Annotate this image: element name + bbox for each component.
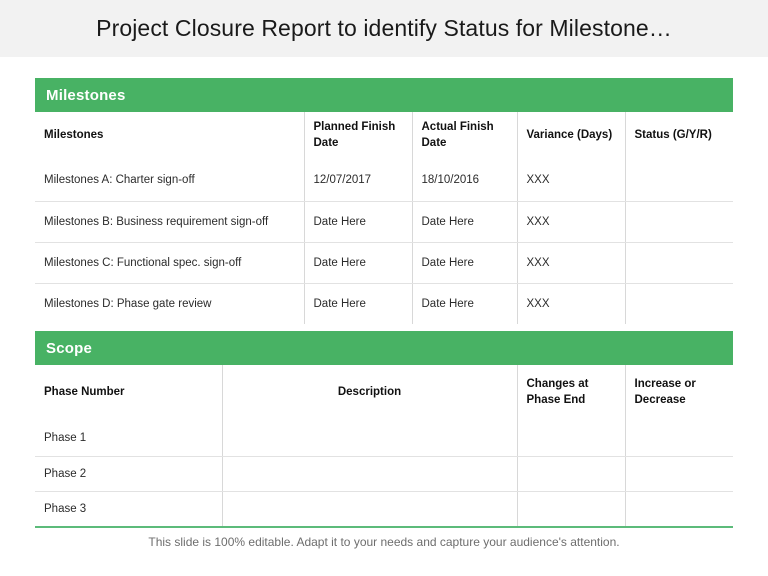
cell-variance-days: XXX: [517, 201, 625, 242]
table-row: [35, 283, 733, 324]
cell-increase-or-decrease: [625, 421, 733, 456]
cell-description: [222, 491, 517, 526]
section-header-milestones-label: Milestones: [46, 86, 126, 104]
cell-increase-or-decrease: [625, 456, 733, 491]
column-header-changes-at-phase-end: Changes at Phase End: [517, 365, 625, 421]
column-header-increase-or-decrease: Increase or Decrease: [625, 365, 733, 421]
section-header-scope-label: Scope: [46, 339, 93, 357]
cell-changes-at-phase-end: [517, 491, 625, 526]
cell-increase-or-decrease: [625, 491, 733, 526]
cell-milestone-name: Milestones B: Business requirement sign-off: [35, 201, 304, 242]
cell-status: [625, 283, 733, 324]
cell-phase-number: Phase 3: [35, 491, 222, 526]
cell-planned-finish-date: Date Here: [304, 242, 412, 283]
scope-header-row: [35, 365, 733, 421]
table-row: [35, 456, 733, 491]
column-header-variance-days: Variance (Days): [517, 112, 625, 160]
column-header-actual-finish-date: Actual Finish Date: [412, 112, 517, 160]
column-header-phase-number: Phase Number: [35, 365, 222, 421]
cell-variance-days: XXX: [517, 242, 625, 283]
scope-table-body: [35, 421, 733, 526]
table-row: [35, 201, 733, 242]
milestones-table-head: [35, 112, 733, 160]
cell-milestone-name: Milestones A: Charter sign-off: [35, 160, 304, 201]
section-header-milestones: [35, 78, 733, 112]
cell-status: [625, 201, 733, 242]
column-header-planned-finish-date: Planned Finish Date: [304, 112, 412, 160]
cell-milestone-name: Milestones D: Phase gate review: [35, 283, 304, 324]
footer: [0, 533, 768, 551]
cell-variance-days: XXX: [517, 283, 625, 324]
cell-phase-number: Phase 2: [35, 456, 222, 491]
footer-note: This slide is 100% editable. Adapt it to your needs and capture your audience's attention.: [148, 535, 620, 549]
cell-changes-at-phase-end: [517, 421, 625, 456]
table-row: [35, 491, 733, 526]
scope-table: [35, 365, 733, 526]
cell-status: [625, 160, 733, 201]
cell-planned-finish-date: 12/07/2017: [304, 160, 412, 201]
milestones-header-row: [35, 112, 733, 160]
cell-milestone-name: Milestones C: Functional spec. sign-off: [35, 242, 304, 283]
column-header-description: Description: [222, 365, 517, 421]
column-header-status: Status (G/Y/R): [625, 112, 733, 160]
scope-table-head: [35, 365, 733, 421]
cell-description: [222, 421, 517, 456]
cell-changes-at-phase-end: [517, 456, 625, 491]
column-header-milestones: Milestones: [35, 112, 304, 160]
milestones-table: [35, 112, 733, 324]
section-header-scope: [35, 331, 733, 365]
page-title: Project Closure Report to identify Status for Milestone…: [96, 15, 672, 41]
cell-actual-finish-date: Date Here: [412, 242, 517, 283]
cell-variance-days: XXX: [517, 160, 625, 201]
table-row: [35, 160, 733, 201]
milestones-table-body: [35, 160, 733, 324]
cell-planned-finish-date: Date Here: [304, 283, 412, 324]
cell-planned-finish-date: Date Here: [304, 201, 412, 242]
table-row: [35, 421, 733, 456]
cell-description: [222, 456, 517, 491]
cell-phase-number: Phase 1: [35, 421, 222, 456]
table-row: [35, 242, 733, 283]
cell-actual-finish-date: 18/10/2016: [412, 160, 517, 201]
cell-status: [625, 242, 733, 283]
cell-actual-finish-date: Date Here: [412, 201, 517, 242]
bottom-accent-rule: [35, 526, 733, 528]
cell-actual-finish-date: Date Here: [412, 283, 517, 324]
slide-title-band: [0, 0, 768, 57]
